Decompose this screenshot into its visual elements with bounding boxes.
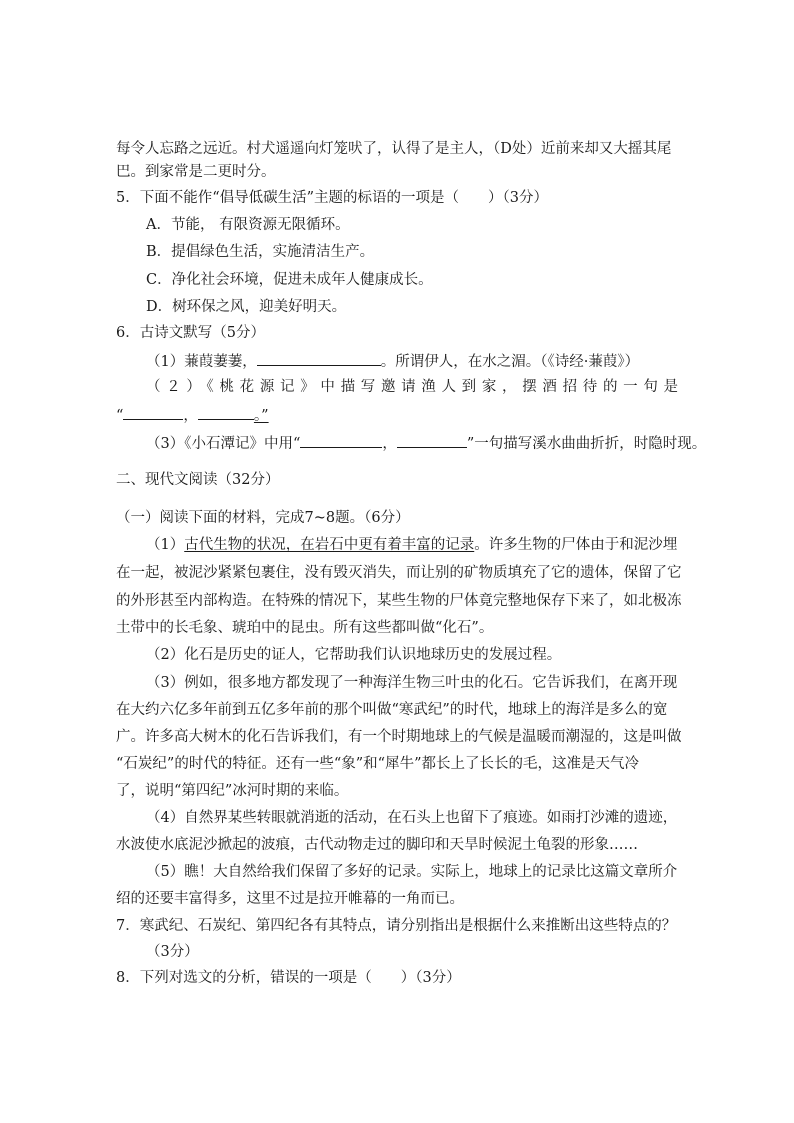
q7-stem-line-1: 7．寒武纪、石炭纪、第四纪各有其特点，请分别指出是根据什么来推断出这些特点的？ <box>116 918 677 934</box>
passage-p1-line-2: 在一起，被泥沙紧紧包裹住，没有毁灭消失，而让别的矿物质填充了它的遗体，保留了它 <box>116 565 682 581</box>
q5-option-c: C．净化社会环境，促进未成年人健康成长。 <box>146 272 433 288</box>
q5-option-d: D．树环保之风，迎美好明天。 <box>146 299 347 315</box>
q6-item-3 <box>146 432 706 452</box>
passage-p1-label: （1） <box>146 537 185 553</box>
passage-p1-rest: 。许多生物的尸体由于和泥沙埋 <box>474 537 678 553</box>
q6-item-3-comma: ， <box>382 436 397 452</box>
q6-item-2-comma: ， <box>183 408 198 424</box>
intro-line-2: 巴。到家常是二更时分。 <box>116 164 276 180</box>
q6-item-1-blank[interactable] <box>257 350 381 366</box>
passage-p1-line-4: 土带中的长毛象、琥珀中的昆虫。所有这些都叫做“化石”。 <box>116 620 494 636</box>
intro-line-1: 每令人忘路之远近。村犬遥遥向灯笼吠了，认得了是主人，（D处）近前来却又大摇其尾 <box>116 141 672 157</box>
passage-p3-line-2: 在大约六亿多年前到五亿多年前的那个叫做“寒武纪”的时代，地球上的海洋是多么的宽 <box>116 702 668 718</box>
q6-item-1-post: 。所谓伊人，在水之湄。（《诗经·蒹葭》） <box>380 354 640 370</box>
q8-stem: 8．下列对选文的分析，错误的一项是（ ）（3分） <box>116 970 461 986</box>
q6-item-2-close: 。” <box>253 408 269 424</box>
q6-item-3-pre: （3）《小石潭记》中用“ <box>146 436 301 452</box>
q5-option-b: B．提倡绿色生活，实施清洁生产。 <box>146 244 375 260</box>
q5-option-a: A．节能， 有限资源无限循环。 <box>146 217 350 233</box>
q5-stem: 5．下面不能作“倡导低碳生活”主题的标语的一项是（ ）（3分） <box>116 190 549 206</box>
q6-item-1-pre: （1）蒹葭萋萋， <box>146 354 257 370</box>
section-2-title: 二、现代文阅读（32分） <box>116 472 280 488</box>
q6-item-2-line-1: （２）《桃花源记》中描写邀请渔人到家，摆酒招待的一句是 <box>146 379 678 395</box>
passage-p3-line-4: “石炭纪”的时代的特征。还有一些“象”和“犀牛”都长上了长长的毛，这准是天气冷 <box>116 756 639 772</box>
passage-p1-line-3: 的外形甚至内部构造。在特殊的情况下，某些生物的尸体竟完整地保存下来了，如北极冻 <box>116 593 682 609</box>
passage-p3-line-1: （3）例如，很多地方都发现了一种海洋生物三叶虫的化石。它告诉我们，在离开现 <box>146 675 678 691</box>
passage-p1-line-1 <box>146 535 677 555</box>
passage-p4-line-2: 水波使水底泥沙掀起的波痕，古代动物走过的脚印和天旱时候泥土龟裂的形象…… <box>116 837 638 853</box>
passage-p2: （2）化石是历史的证人，它帮助我们认识地球历史的发展过程。 <box>146 647 562 663</box>
q6-item-3-blank-2[interactable] <box>397 432 467 448</box>
q6-item-2-line-2 <box>116 404 269 424</box>
q6-item-2-blank-1[interactable] <box>123 404 183 420</box>
passage-p5-line-1: （5）瞧！大自然给我们保留了多好的记录。实际上，地球上的记录比这篇文章所介 <box>146 864 678 880</box>
passage-p4-line-1: （4）自然界某些转眼就消逝的活动，在石头上也留下了痕迹。如雨打沙滩的遗迹， <box>146 810 678 826</box>
passage-p1-key-sentence: 古代生物的状况，在岩石中更有着丰富的记录 <box>184 537 475 553</box>
q6-stem: 6．古诗文默写（5分） <box>116 325 265 341</box>
q6-item-2-blank-2[interactable] <box>198 404 254 420</box>
q6-item-1 <box>146 350 639 370</box>
passage-p3-line-3: 广。许多高大树木的化石告诉我们，有一个时期地球上的气候是温暖而潮湿的，这是叫做 <box>116 729 682 745</box>
passage-p3-line-5: 了，说明“第四纪”冰河时期的来临。 <box>116 783 349 799</box>
q6-item-3-blank-1[interactable] <box>300 432 382 448</box>
q6-item-3-post: ”一句描写溪水曲曲折折，时隐时现。 <box>466 436 707 452</box>
q6-item-2-open-quote: “ <box>116 408 124 424</box>
q7-stem-line-2: （3分） <box>146 944 199 960</box>
part-1-title: （一）阅读下面的材料，完成7~8题。（6分） <box>116 510 410 526</box>
passage-p5-line-2: 绍的还要丰富得多，这里不过是拉开帷幕的一角而已。 <box>116 891 464 907</box>
